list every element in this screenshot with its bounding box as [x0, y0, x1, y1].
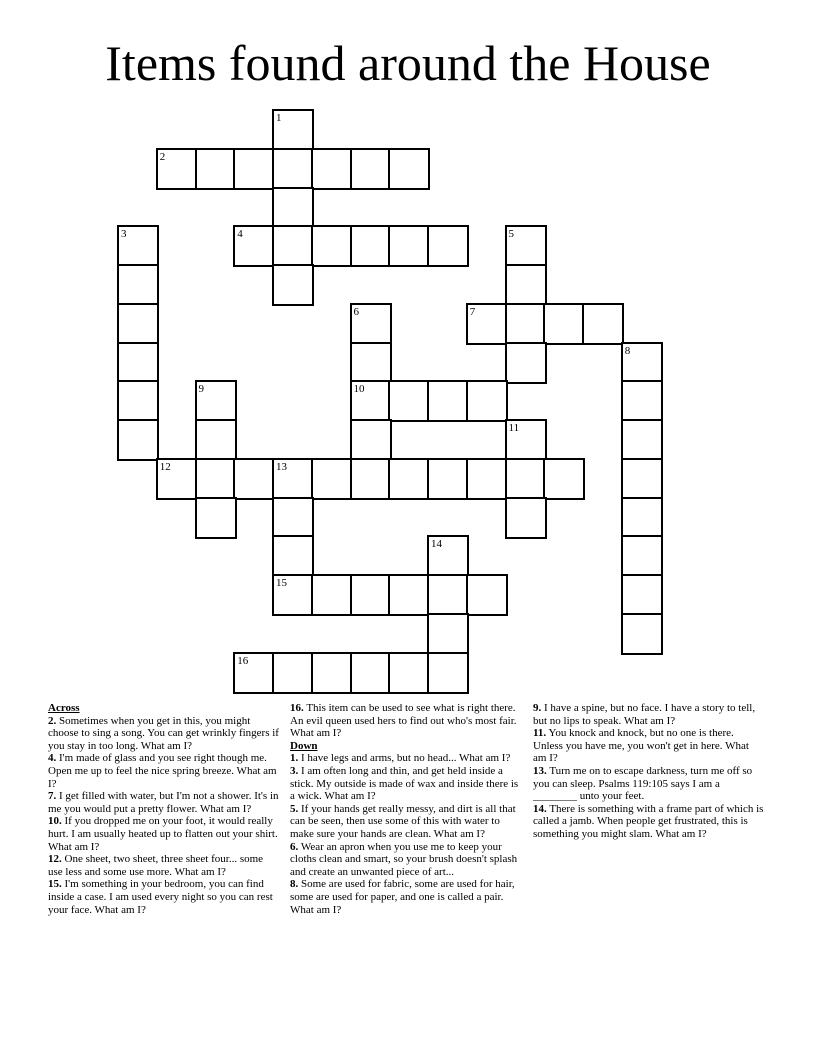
clue-number: 15 — [276, 577, 287, 589]
clue-column-1 — [48, 702, 280, 916]
grid-cell[interactable] — [582, 303, 624, 345]
grid-cell[interactable] — [427, 458, 469, 500]
grid-cell[interactable] — [427, 535, 469, 577]
clue — [48, 752, 280, 790]
clue-number: 10. — [48, 815, 62, 828]
clue-number: 16 — [237, 654, 249, 667]
clue — [290, 841, 522, 879]
clue — [48, 715, 280, 753]
clue-text: Wear an apron when you use me to keep your cloths clean and smart, so your brush doesn't splash and create an unwanted piece of art... — [290, 840, 518, 878]
grid-cell[interactable] — [272, 109, 314, 151]
puzzle-title: Items found around the House — [105, 35, 711, 91]
clue-text: One sheet, two sheet, three sheet four... some use less and some use more. What am I? — [48, 853, 264, 878]
grid-cell[interactable] — [233, 225, 275, 267]
grid-cell[interactable] — [311, 225, 353, 267]
clue — [533, 803, 765, 841]
clue-text: I get filled with water, but I'm not a shower. It's in me you would put a pretty flower. What am I? — [48, 790, 279, 815]
grid-cell[interactable] — [427, 574, 469, 616]
clue-number: 5. — [290, 802, 299, 815]
grid-cell[interactable] — [350, 652, 392, 694]
clue-number: 1. — [290, 752, 299, 765]
clue — [48, 815, 280, 853]
clue-number: 6 — [353, 305, 359, 318]
grid-cell[interactable] — [233, 148, 275, 190]
grid-cell[interactable] — [388, 380, 430, 422]
grid-cell[interactable] — [505, 264, 547, 306]
clue-number: 8 — [624, 344, 631, 357]
grid-cell[interactable] — [427, 652, 469, 694]
grid-cell[interactable] — [388, 458, 430, 500]
grid-cell[interactable] — [621, 497, 663, 539]
grid-cell[interactable] — [388, 652, 430, 694]
clue-text: I have legs and arms, but no head... What am I? — [301, 752, 511, 765]
clue — [48, 878, 280, 916]
grid-cell[interactable] — [117, 380, 159, 422]
grid-cell[interactable] — [117, 264, 159, 306]
clue-text: I have a spine, but no face. I have a story to tell, but no lips to speak. What am I? — [533, 702, 756, 727]
clue-column-3 — [533, 702, 765, 841]
clue — [533, 765, 765, 803]
clue-text: Sometimes when you get in this, you might choose to sing a song. You can get wrinkly fingers if you stay in too long. What am I? — [48, 714, 279, 752]
clue-number: 11 — [508, 422, 520, 434]
clue-column-2 — [290, 702, 522, 916]
clue-number: 2. — [48, 714, 57, 727]
grid-cell[interactable] — [388, 148, 430, 190]
grid-cell[interactable] — [272, 264, 314, 306]
clue-text: You knock and knock, but no one is there. Unless you have me, you won't get in here. What am I? — [533, 727, 749, 765]
grid-cell[interactable] — [117, 419, 159, 461]
clue-number: 4. — [48, 752, 57, 765]
grid-cell[interactable] — [311, 458, 353, 500]
grid-cell[interactable] — [505, 419, 547, 461]
clue-number: 8. — [290, 878, 299, 891]
clue — [533, 702, 765, 727]
grid-cell[interactable] — [427, 613, 469, 655]
grid-cell[interactable] — [543, 458, 585, 500]
grid-cell[interactable] — [272, 225, 314, 267]
clue-text: There is something with a frame part of which is called a jamb. When people get frustrated, this is something you might slam. What am I? — [533, 802, 764, 840]
grid-cell[interactable] — [350, 419, 392, 461]
clue — [533, 727, 765, 765]
clue-text: I am often long and thin, and get held inside a stick. My outside is made of wax and inside there is a wick. What am I? — [290, 764, 519, 803]
clue-number: 12 — [159, 460, 171, 473]
clue-number: 14. — [533, 802, 547, 815]
grid-cell[interactable] — [350, 225, 392, 267]
grid-cell[interactable] — [466, 574, 508, 616]
grid-cell[interactable] — [427, 225, 469, 267]
clue-number: 13 — [276, 460, 287, 473]
clue — [290, 702, 522, 740]
grid-cell[interactable] — [156, 148, 198, 190]
grid-cell[interactable] — [621, 613, 663, 655]
grid-cell[interactable] — [272, 535, 314, 577]
clue — [48, 853, 280, 878]
clue-text: I'm made of glass and you see right though me. Open me up to feel the nice spring breeze. What am I? — [48, 752, 277, 790]
clue-text: This item can be used to see what is right there. An evil queen used hers to find out who's most fair. What am I? — [290, 702, 517, 740]
clue-text: I'm something in your bedroom, you can find inside a case. I am used every night so you can rest your face. What am I? — [48, 878, 273, 916]
clue-number: 13. — [533, 764, 547, 777]
grid-cell[interactable] — [195, 380, 237, 422]
clue-number: 2 — [159, 150, 166, 163]
grid-cell[interactable] — [350, 458, 392, 500]
grid-cell[interactable] — [195, 419, 237, 461]
grid-cell[interactable] — [311, 574, 353, 616]
grid-cell[interactable] — [621, 574, 663, 616]
grid-cell[interactable] — [117, 225, 159, 267]
clue — [290, 765, 522, 803]
grid-cell[interactable] — [505, 458, 547, 500]
grid-cell[interactable] — [195, 148, 237, 190]
clue-number: 1 — [276, 112, 282, 124]
clue-number: 3. — [290, 764, 299, 777]
grid-cell[interactable] — [388, 225, 430, 267]
grid-cell[interactable] — [195, 497, 237, 539]
grid-cell[interactable] — [350, 574, 392, 616]
grid-cell[interactable] — [621, 380, 663, 422]
grid-cell[interactable] — [505, 342, 547, 384]
grid-cell[interactable] — [505, 497, 547, 539]
clue-number: 5 — [508, 228, 514, 241]
grid-cell[interactable] — [156, 458, 198, 500]
clue-number: 10 — [353, 383, 365, 396]
grid-cell[interactable] — [311, 148, 353, 190]
clue-number: 7 — [469, 305, 476, 318]
grid-cell[interactable] — [466, 458, 508, 500]
grid-cell[interactable] — [388, 574, 430, 616]
clue-number: 12. — [48, 853, 62, 866]
grid-cell[interactable] — [272, 458, 314, 500]
clue-text: Some are used for fabric, some are used for hair, some are used for paper, and one is called a pair. What am I? — [290, 878, 515, 916]
clue — [290, 878, 522, 916]
grid-cell[interactable] — [505, 303, 547, 345]
grid-cell[interactable] — [311, 652, 353, 694]
grid-cell[interactable] — [272, 497, 314, 539]
grid-cell[interactable] — [621, 419, 663, 461]
clue-number: 16. — [290, 702, 304, 714]
grid-cell[interactable] — [195, 458, 237, 500]
across-heading: Across — [48, 702, 80, 714]
grid-cell[interactable] — [272, 187, 314, 229]
clue-number: 15. — [48, 878, 62, 891]
clue — [290, 803, 522, 841]
grid-cell[interactable] — [505, 225, 547, 267]
clue — [48, 790, 280, 815]
grid-cell[interactable] — [350, 380, 392, 422]
grid-cell[interactable] — [621, 535, 663, 577]
grid-cell[interactable] — [350, 148, 392, 190]
grid-cell[interactable] — [543, 303, 585, 345]
clue-number: 11. — [533, 727, 547, 740]
grid-cell[interactable] — [350, 342, 392, 384]
clue-number: 14 — [431, 538, 442, 551]
grid-cell[interactable] — [233, 458, 275, 500]
grid-cell[interactable] — [272, 574, 314, 616]
grid-cell[interactable] — [233, 652, 275, 694]
grid-cell[interactable] — [272, 652, 314, 694]
grid-cell[interactable] — [117, 303, 159, 345]
grid-cell[interactable] — [621, 342, 663, 384]
clue-number: 3 — [121, 228, 127, 241]
grid-cell[interactable] — [350, 303, 392, 345]
grid-cell[interactable] — [427, 380, 469, 422]
grid-cell[interactable] — [621, 458, 663, 500]
grid-cell[interactable] — [466, 380, 508, 422]
clue-number: 6. — [290, 840, 299, 853]
clue-text: If your hands get really messy, and dirt is all that can be seen, then use some of this with water to make sure your hands are clean. What am I? — [290, 802, 516, 840]
clue-number: 9. — [533, 702, 542, 714]
clue-number: 7. — [48, 790, 57, 803]
clue-number: 9 — [198, 383, 204, 396]
clue-text: Turn me on to escape darkness, turn me off so you can sleep. Psalms 119:105 says I am a ________ unto your feet. — [533, 764, 753, 803]
grid-cell[interactable] — [272, 148, 314, 190]
clue — [290, 752, 522, 765]
grid-cell[interactable] — [466, 303, 508, 345]
clue-number: 4 — [237, 228, 243, 241]
grid-cell[interactable] — [117, 342, 159, 384]
clue-text: If you dropped me on your foot, it would really hurt. I am usually heated up to flatten out your shirt. What am I? — [48, 815, 278, 853]
down-heading: Down — [290, 739, 318, 752]
